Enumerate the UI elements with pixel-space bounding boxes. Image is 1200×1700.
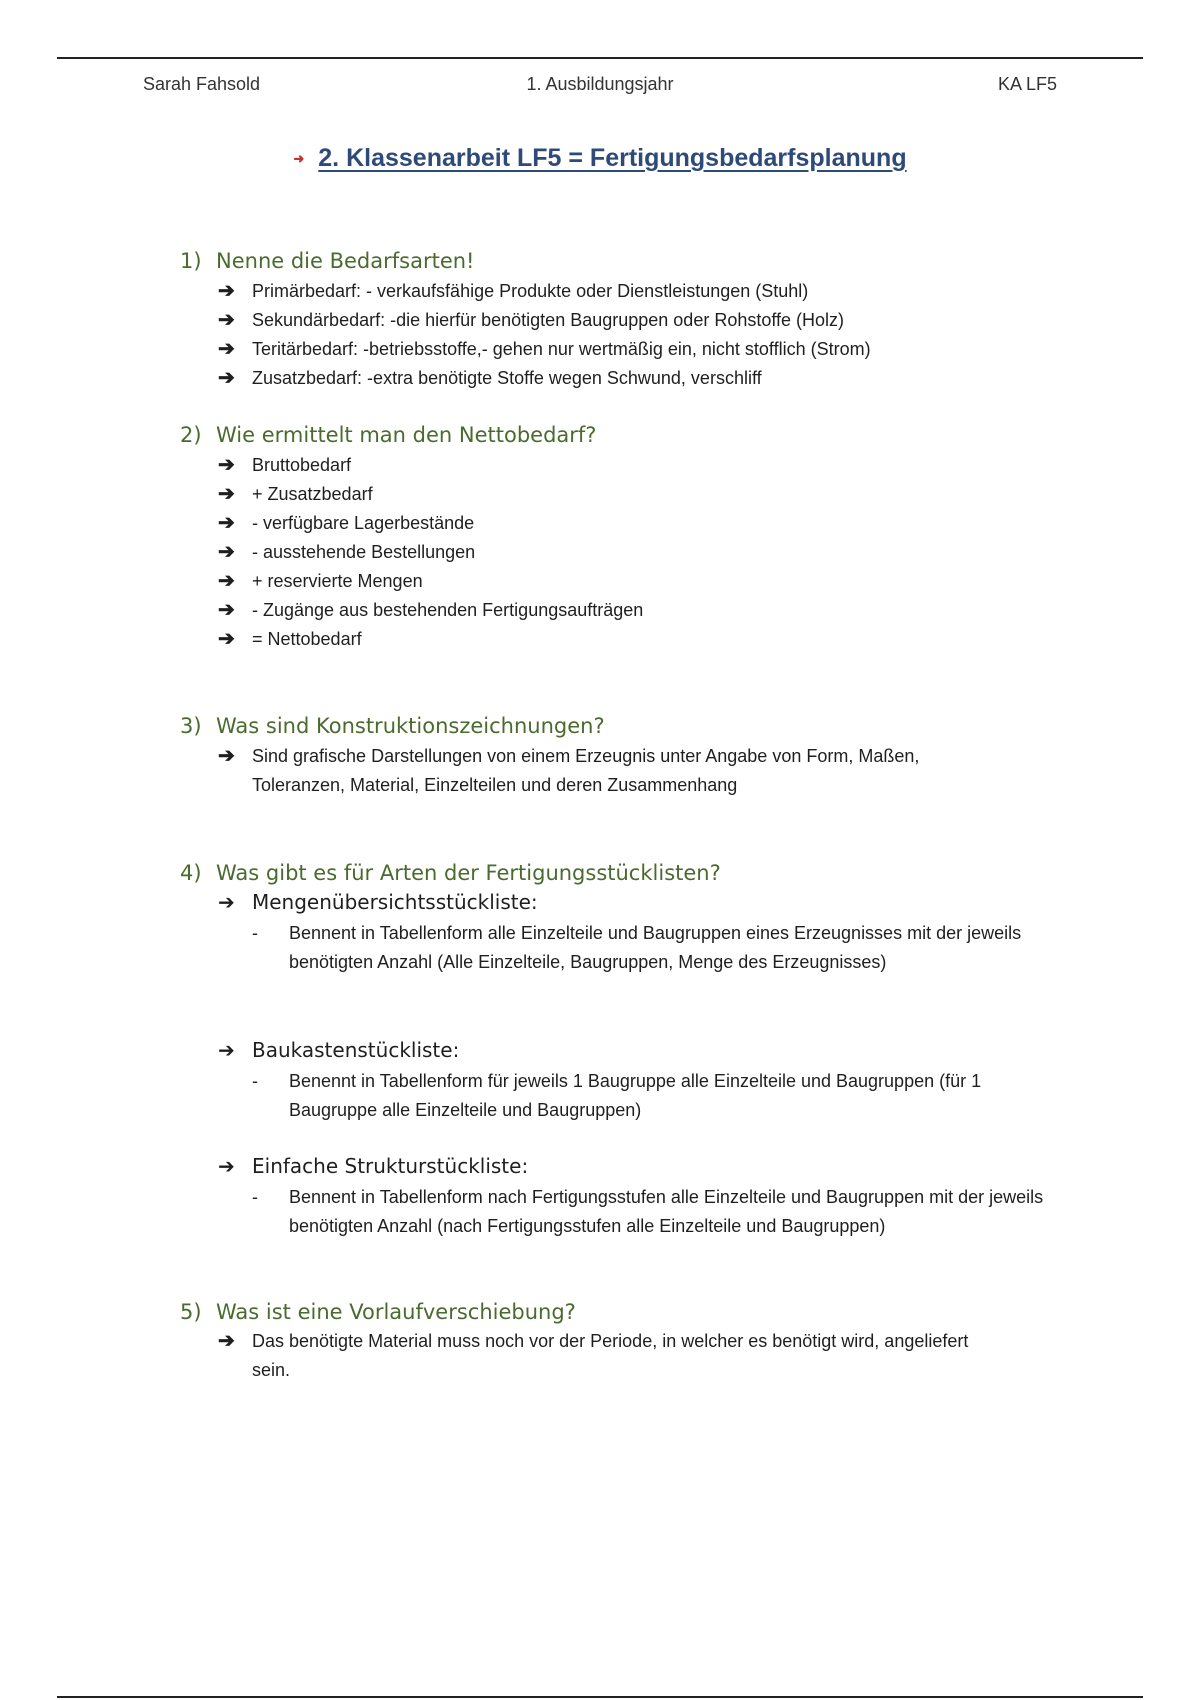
right-arrow-icon: ➔ bbox=[218, 338, 235, 360]
bottom-rule bbox=[57, 1696, 1143, 1698]
right-arrow-icon: ➔ bbox=[218, 1154, 235, 1178]
question-2 bbox=[180, 423, 596, 447]
list-item: ➔ + Zusatzbedarf bbox=[218, 480, 373, 509]
page-title bbox=[0, 144, 1200, 173]
right-arrow-icon: ➔ bbox=[218, 1330, 235, 1352]
question-3 bbox=[180, 714, 605, 738]
dash-bullet: - bbox=[252, 1071, 258, 1091]
sub-item: - Benennt in Tabellenform für jeweils 1 Baugruppe alle Einzelteile und Baugruppen (für 1 Baugruppe alle Einzelteile und Baugruppen) bbox=[252, 1067, 1052, 1125]
right-arrow-icon: ➔ bbox=[218, 745, 235, 767]
question-1 bbox=[180, 249, 474, 273]
right-arrow-icon: ➔ bbox=[218, 367, 235, 389]
list-item: ➔ Sekundärbedarf: -die hierfür benötigten Baugruppen oder Rohstoffe (Holz) bbox=[218, 306, 844, 335]
list-item: ➔ Mengenübersichtsstückliste: bbox=[218, 888, 538, 917]
top-rule bbox=[57, 57, 1143, 59]
right-arrow-icon: ➔ bbox=[218, 1038, 235, 1062]
right-arrow-icon: ➔ bbox=[218, 454, 235, 476]
sub-item: - Bennent in Tabellenform alle Einzelteile und Baugruppen eines Erzeugnisses mit der jeweils benötigten Anzahl (Alle Einzelteile, Baugruppen, Menge des Erzeugnisses) bbox=[252, 919, 1052, 977]
list-item: ➔ = Nettobedarf bbox=[218, 625, 362, 654]
right-arrow-icon: ➔ bbox=[218, 628, 235, 650]
question-text: Wie ermittelt man den Nettobedarf? bbox=[216, 423, 597, 447]
question-number: 5) bbox=[180, 1300, 202, 1324]
list-item: ➔ Das benötigte Material muss noch vor der Periode, in welcher es benötigt wird, angeliefert sein. bbox=[218, 1327, 1008, 1385]
list-item: ➔ Teritärbedarf: -betriebsstoffe,- gehen nur wertmäßig ein, nicht stofflich (Strom) bbox=[218, 335, 871, 364]
question-text: Was sind Konstruktionszeichnungen? bbox=[216, 714, 605, 738]
list-item: ➔ - verfügbare Lagerbestände bbox=[218, 509, 474, 538]
question-text: Was ist eine Vorlaufverschiebung? bbox=[216, 1300, 576, 1324]
header-author: Sarah Fahsold bbox=[143, 74, 261, 94]
right-arrow-icon: ➔ bbox=[218, 599, 235, 621]
right-arrow-icon: ➔ bbox=[218, 541, 235, 563]
list-item: ➔ Einfache Strukturstückliste: bbox=[218, 1152, 528, 1181]
question-5 bbox=[180, 1300, 576, 1324]
list-item: ➔ Primärbedarf: - verkaufsfähige Produkte oder Dienstleistungen (Stuhl) bbox=[218, 277, 808, 306]
right-arrow-icon: ➔ bbox=[218, 483, 235, 505]
list-item: ➔ + reservierte Mengen bbox=[218, 567, 423, 596]
right-arrow-icon: ➔ bbox=[218, 309, 235, 331]
question-number: 1) bbox=[180, 249, 202, 273]
header-year: 1. Ausbildungsjahr bbox=[526, 74, 674, 94]
bullet-marker-icon: ➜ bbox=[293, 151, 305, 167]
list-item: ➔ Sind grafische Darstellungen von einem Erzeugnis unter Angabe von Form, Maßen, Toleranzen, Material, Einzelteilen und deren Zusammenhang bbox=[218, 742, 1008, 800]
list-item: ➔ Bruttobedarf bbox=[218, 451, 351, 480]
sub-item: - Bennent in Tabellenform nach Fertigungsstufen alle Einzelteile und Baugruppen mit der jeweils benötigten Anzahl (nach Fertigungsstufen alle Einzelteile und Baugruppen) bbox=[252, 1183, 1052, 1241]
question-text: Nenne die Bedarfsarten! bbox=[216, 249, 475, 273]
question-text: Was gibt es für Arten der Fertigungsstücklisten? bbox=[216, 861, 721, 885]
list-item: ➔ - ausstehende Bestellungen bbox=[218, 538, 475, 567]
question-number: 4) bbox=[180, 861, 202, 885]
right-arrow-icon: ➔ bbox=[218, 890, 235, 914]
question-number: 3) bbox=[180, 714, 202, 738]
right-arrow-icon: ➔ bbox=[218, 512, 235, 534]
dash-bullet: - bbox=[252, 1187, 258, 1207]
list-item: ➔ Zusatzbedarf: -extra benötigte Stoffe wegen Schwund, verschliff bbox=[218, 364, 762, 393]
title-text: 2. Klassenarbeit LF5 = Fertigungsbedarfsplanung bbox=[318, 144, 907, 172]
dash-bullet: - bbox=[252, 923, 258, 943]
right-arrow-icon: ➔ bbox=[218, 280, 235, 302]
question-4 bbox=[180, 861, 721, 885]
right-arrow-icon: ➔ bbox=[218, 570, 235, 592]
question-number: 2) bbox=[180, 423, 202, 447]
header-course: KA LF5 bbox=[997, 74, 1057, 94]
list-item: ➔ Baukastenstückliste: bbox=[218, 1036, 459, 1065]
list-item: ➔ - Zugänge aus bestehenden Fertigungsaufträgen bbox=[218, 596, 643, 625]
